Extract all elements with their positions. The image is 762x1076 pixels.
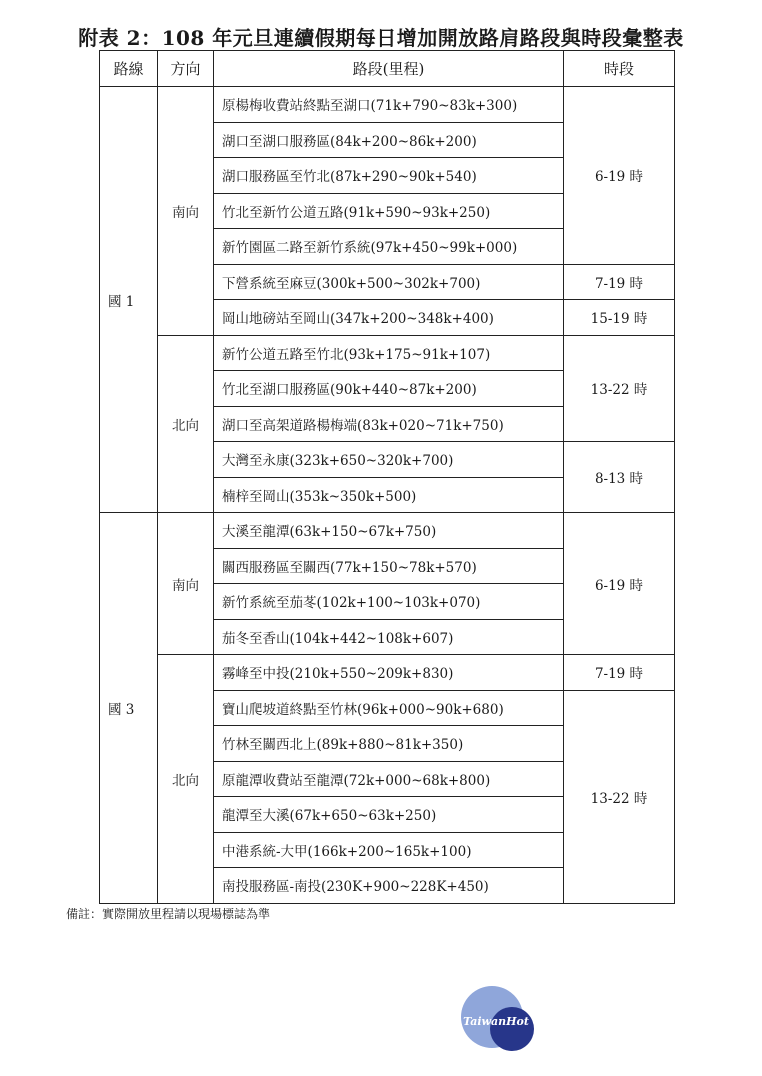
header-period: 時段 [564,51,675,87]
page-title: 附表 2：108 年元旦連續假期每日增加開放路肩路段與時段彙整表 [78,26,684,50]
period-cell: 15-19 時 [564,300,675,336]
segment-cell: 寶山爬坡道終點至竹林(96k+000~90k+680) [214,690,564,726]
footnote: 備註：實際開放里程請以現場標誌為準 [66,907,271,921]
header-route: 路線 [100,51,158,87]
segment-cell: 原龍潭收費站至龍潭(72k+000~68k+800) [214,761,564,797]
segment-cell: 湖口服務區至竹北(87k+290~90k+540) [214,158,564,194]
segment-cell: 新竹系統至茄苳(102k+100~103k+070) [214,584,564,620]
period-cell: 7-19 時 [564,264,675,300]
segment-cell: 中港系統-大甲(166k+200~165k+100) [214,832,564,868]
route-cell: 國 3 [100,513,158,904]
header-direction: 方向 [158,51,214,87]
table-row [100,655,675,691]
period-cell: 7-19 時 [564,655,675,691]
segment-cell: 楠梓至岡山(353k~350k+500) [214,477,564,513]
header-segment: 路段(里程) [214,51,564,87]
segment-cell: 龍潭至大溪(67k+650~63k+250) [214,797,564,833]
taiwanhot-logo [460,985,536,1053]
segment-cell: 竹北至湖口服務區(90k+440~87k+200) [214,371,564,407]
period-cell: 13-22 時 [564,690,675,903]
period-cell: 6-19 時 [564,513,675,655]
segment-cell: 岡山地磅站至岡山(347k+200~348k+400) [214,300,564,336]
segment-cell: 大溪至龍潭(63k+150~67k+750) [214,513,564,549]
shoulder-table [99,50,675,904]
period-cell: 6-19 時 [564,87,675,265]
segment-cell: 竹林至關西北上(89k+880~81k+350) [214,726,564,762]
logo-text: TaiwanHot [463,1015,529,1028]
segment-cell: 關西服務區至關西(77k+150~78k+570) [214,548,564,584]
table-header [100,51,675,87]
segment-cell: 原楊梅收費站終點至湖口(71k+790~83k+300) [214,87,564,123]
table-row [100,513,675,549]
segment-cell: 新竹公道五路至竹北(93k+175~91k+107) [214,335,564,371]
table-row [100,87,675,123]
period-cell: 8-13 時 [564,442,675,513]
table-row [100,335,675,371]
direction-cell: 北向 [158,335,214,513]
direction-cell: 北向 [158,655,214,904]
direction-cell: 南向 [158,87,214,336]
segment-cell: 湖口至高架道路楊梅端(83k+020~71k+750) [214,406,564,442]
direction-cell: 南向 [158,513,214,655]
segment-cell: 竹北至新竹公道五路(91k+590~93k+250) [214,193,564,229]
logo-circle-dark [490,1007,534,1051]
route-cell: 國 1 [100,87,158,513]
segment-cell: 茄冬至香山(104k+442~108k+607) [214,619,564,655]
segment-cell: 大灣至永康(323k+650~320k+700) [214,442,564,478]
segment-cell: 霧峰至中投(210k+550~209k+830) [214,655,564,691]
segment-cell: 下營系統至麻豆(300k+500~302k+700) [214,264,564,300]
segment-cell: 湖口至湖口服務區(84k+200~86k+200) [214,122,564,158]
segment-cell: 新竹園區二路至新竹系統(97k+450~99k+000) [214,229,564,265]
period-cell: 13-22 時 [564,335,675,442]
segment-cell: 南投服務區-南投(230K+900~228K+450) [214,868,564,904]
